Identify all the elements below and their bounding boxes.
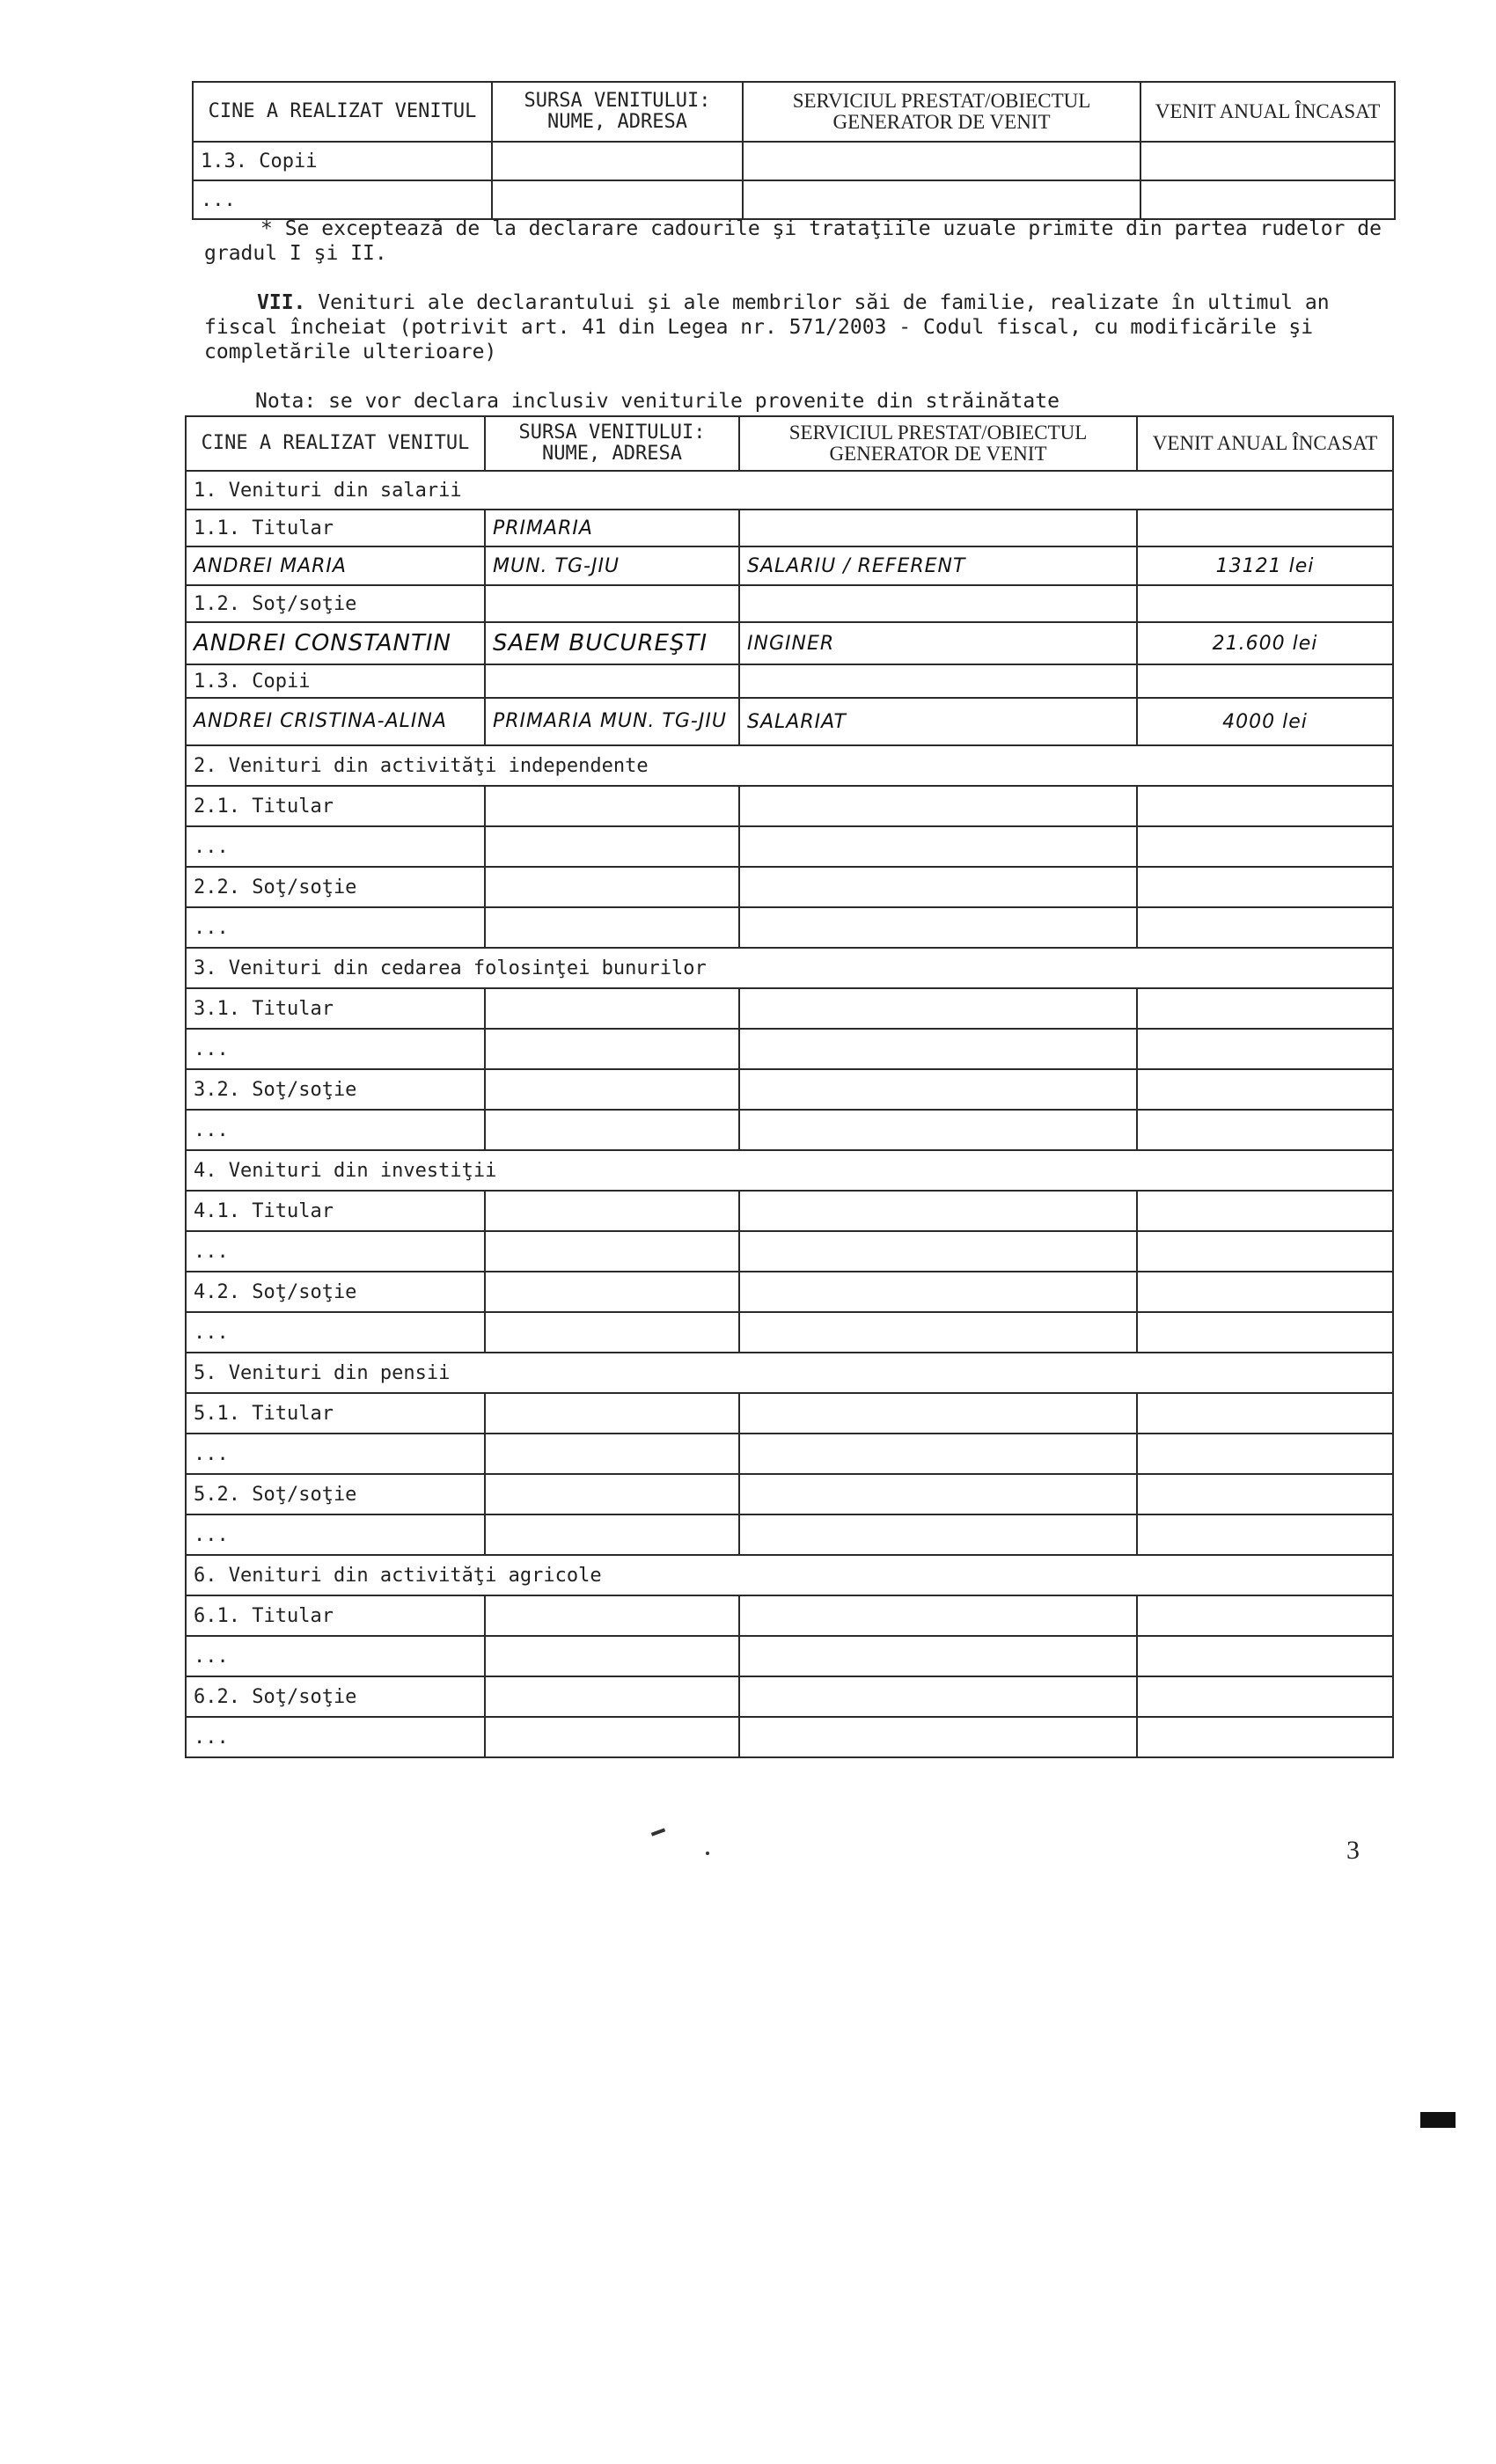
- empty-cell: [485, 1069, 739, 1110]
- empty-cell: [1137, 1514, 1393, 1555]
- section-vii-number: VII.: [257, 291, 306, 314]
- page-number: 3: [1346, 1836, 1360, 1865]
- handwritten-service: INGINER: [739, 622, 1137, 664]
- empty-cell: [739, 1312, 1137, 1353]
- row-label: 1.1. Titular: [186, 510, 485, 546]
- row-label: ...: [186, 1110, 485, 1150]
- handwritten-income: 4000 lei: [1137, 698, 1393, 745]
- empty-cell: [739, 1231, 1137, 1272]
- empty-cell: [739, 1717, 1137, 1757]
- row-label: ...: [186, 826, 485, 867]
- header-serviciul: SERVICIUL PRESTAT/OBIECTUL GENERATOR DE VENIT: [739, 416, 1137, 471]
- empty-cell: [739, 1595, 1137, 1636]
- empty-cell: [485, 1231, 739, 1272]
- empty-cell: [1137, 1231, 1393, 1272]
- empty-cell: [485, 664, 739, 698]
- empty-cell: [739, 1191, 1137, 1231]
- empty-cell: [739, 1272, 1137, 1312]
- row-label: 4.2. Soţ/soţie: [186, 1272, 485, 1312]
- empty-cell: [485, 907, 739, 948]
- row-label: ...: [186, 1029, 485, 1069]
- empty-cell: [739, 826, 1137, 867]
- empty-cell: [739, 1029, 1137, 1069]
- footnote: * Se exceptează de la declarare cadourile şi trataţiile uzuale primite din partea rudelor de gradul I şi II.: [204, 217, 1382, 265]
- handwritten-source: PRIMARIA MUN. TG-JIU: [485, 698, 739, 745]
- handwritten-name: ANDREI MARIA: [186, 546, 485, 585]
- empty-cell: [1137, 786, 1393, 826]
- empty-cell: [1137, 1595, 1393, 1636]
- row-label: ...: [186, 1514, 485, 1555]
- handwritten-source: SAEM BUCUREŞTI: [485, 622, 739, 664]
- section-title: 3. Venituri din cedarea folosinţei bunurilor: [186, 948, 1393, 988]
- empty-cell: [1137, 1434, 1393, 1474]
- empty-cell: [1137, 1272, 1393, 1312]
- empty-cell: [739, 664, 1137, 698]
- row-label: 5.2. Soţ/soţie: [186, 1474, 485, 1514]
- income-table: [185, 415, 1394, 1758]
- header-venit: VENIT ANUAL ÎNCASAT: [1137, 416, 1393, 471]
- empty-cell: [485, 1636, 739, 1676]
- empty-cell: [485, 1717, 739, 1757]
- handwritten-service: SALARIAT: [739, 698, 1137, 745]
- empty-cell: [739, 1514, 1137, 1555]
- section-vii-heading: [204, 290, 1401, 364]
- row-label: 5.1. Titular: [186, 1393, 485, 1434]
- empty-cell: [1140, 180, 1395, 219]
- row-label: 6.2. Soţ/soţie: [186, 1676, 485, 1717]
- empty-cell: [485, 826, 739, 867]
- empty-cell: [1137, 907, 1393, 948]
- empty-cell: [739, 510, 1137, 546]
- header-serviciul: SERVICIUL PRESTAT/OBIECTUL GENERATOR DE VENIT: [743, 82, 1140, 142]
- empty-cell: [485, 1514, 739, 1555]
- empty-cell: [485, 867, 739, 907]
- empty-cell: [743, 180, 1140, 219]
- empty-cell: [1137, 988, 1393, 1029]
- header-sursa: SURSA VENITULUI: NUME, ADRESA: [485, 416, 739, 471]
- empty-cell: [1137, 1069, 1393, 1110]
- empty-cell: [1137, 867, 1393, 907]
- row-label: 1.3. Copii: [193, 142, 492, 180]
- empty-cell: [1137, 1393, 1393, 1434]
- row-label: ...: [186, 1636, 485, 1676]
- empty-cell: [739, 867, 1137, 907]
- empty-cell: [485, 1312, 739, 1353]
- empty-cell: [1140, 142, 1395, 180]
- empty-cell: [1137, 510, 1393, 546]
- handwritten-name: ANDREI CONSTANTIN: [186, 622, 485, 664]
- empty-cell: [739, 1474, 1137, 1514]
- empty-cell: [1137, 1191, 1393, 1231]
- empty-cell: [485, 1676, 739, 1717]
- row-label: 3.2. Soţ/soţie: [186, 1069, 485, 1110]
- empty-cell: [485, 786, 739, 826]
- section-title: 1. Venituri din salarii: [186, 471, 1393, 510]
- empty-cell: [739, 988, 1137, 1029]
- empty-cell: [739, 1434, 1137, 1474]
- empty-cell: [739, 585, 1137, 622]
- row-label: ...: [186, 1434, 485, 1474]
- empty-cell: [485, 1474, 739, 1514]
- handwritten-income: 21.600 lei: [1137, 622, 1393, 664]
- empty-cell: [485, 988, 739, 1029]
- empty-cell: [1137, 1717, 1393, 1757]
- row-label: 1.2. Soţ/soţie: [186, 585, 485, 622]
- header-venit: VENIT ANUAL ÎNCASAT: [1140, 82, 1395, 142]
- handwritten-service: SALARIU / REFERENT: [739, 546, 1137, 585]
- empty-cell: [1137, 1312, 1393, 1353]
- empty-cell: [739, 907, 1137, 948]
- empty-cell: [1137, 1676, 1393, 1717]
- row-label: ...: [193, 180, 492, 219]
- empty-cell: [485, 1191, 739, 1231]
- handwritten-source: PRIMARIA: [485, 510, 739, 546]
- empty-cell: [492, 180, 743, 219]
- empty-cell: [485, 1393, 739, 1434]
- row-label: ...: [186, 907, 485, 948]
- empty-cell: [739, 1676, 1137, 1717]
- empty-cell: [485, 1110, 739, 1150]
- row-label: ...: [186, 1312, 485, 1353]
- section-title: 2. Venituri din activităţi independente: [186, 745, 1393, 786]
- row-label: 2.2. Soţ/soţie: [186, 867, 485, 907]
- header-cine: CINE A REALIZAT VENITUL: [193, 82, 492, 142]
- row-label: 3.1. Titular: [186, 988, 485, 1029]
- empty-cell: [485, 585, 739, 622]
- section-vii-text: Venituri ale declarantului şi ale membrilor săi de familie, realizate în ultimul an fiscal încheiat (potrivit art. 41 din Legea nr. 571/2003 - Codul fiscal, cu modificările şi completările ulterioare): [204, 291, 1330, 363]
- header-sursa: SURSA VENITULUI: NUME, ADRESA: [492, 82, 743, 142]
- row-label: 1.3. Copii: [186, 664, 485, 698]
- empty-cell: [1137, 1110, 1393, 1150]
- empty-cell: [1137, 826, 1393, 867]
- empty-cell: [485, 1595, 739, 1636]
- empty-cell: [1137, 664, 1393, 698]
- empty-cell: [739, 786, 1137, 826]
- empty-cell: [485, 1272, 739, 1312]
- empty-cell: [1137, 1636, 1393, 1676]
- section-vii-note: Nota: se vor declara inclusiv veniturile provenite din străinătate: [255, 390, 1060, 413]
- row-label: ...: [186, 1231, 485, 1272]
- empty-cell: [739, 1636, 1137, 1676]
- empty-cell: [485, 1029, 739, 1069]
- header-cine: CINE A REALIZAT VENITUL: [186, 416, 485, 471]
- scan-mark: [651, 1828, 665, 1836]
- section-title: 6. Venituri din activităţi agricole: [186, 1555, 1393, 1595]
- empty-cell: [1137, 1474, 1393, 1514]
- handwritten-source: MUN. TG-JIU: [485, 546, 739, 585]
- scan-blot: [1420, 2112, 1456, 2128]
- row-label: 2.1. Titular: [186, 786, 485, 826]
- empty-cell: [739, 1393, 1137, 1434]
- empty-cell: [739, 1069, 1137, 1110]
- empty-cell: [1137, 1029, 1393, 1069]
- empty-cell: [739, 1110, 1137, 1150]
- handwritten-name: ANDREI CRISTINA-ALINA: [186, 698, 485, 745]
- handwritten-income: 13121 lei: [1137, 546, 1393, 585]
- scan-dot: [706, 1852, 709, 1855]
- row-label: ...: [186, 1717, 485, 1757]
- empty-cell: [485, 1434, 739, 1474]
- empty-cell: [492, 142, 743, 180]
- empty-cell: [743, 142, 1140, 180]
- section-title: 5. Venituri din pensii: [186, 1353, 1393, 1393]
- row-label: 6.1. Titular: [186, 1595, 485, 1636]
- section-title: 4. Venituri din investiţii: [186, 1150, 1393, 1191]
- empty-cell: [1137, 585, 1393, 622]
- row-label: 4.1. Titular: [186, 1191, 485, 1231]
- top-income-table: [192, 81, 1396, 220]
